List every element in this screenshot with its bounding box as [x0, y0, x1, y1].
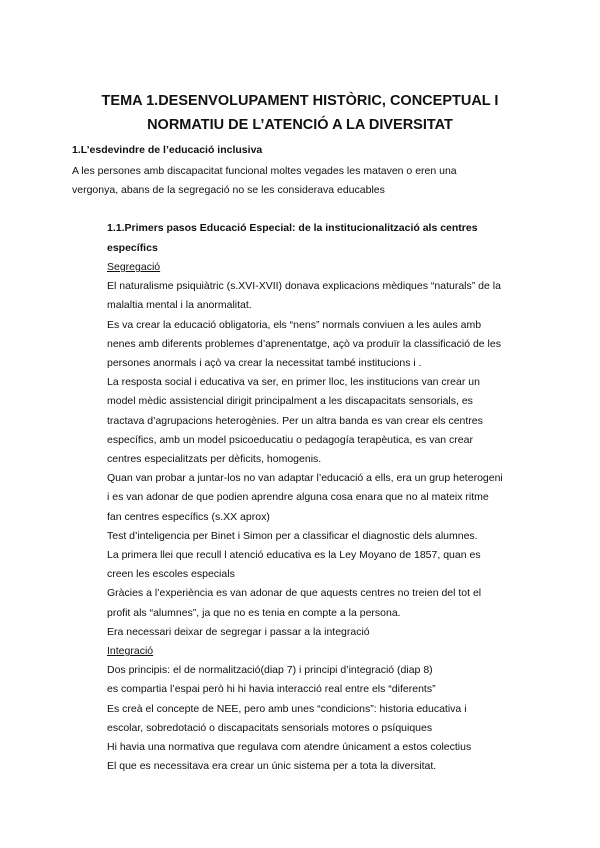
- text-line: es compartia l’espai però hi hi havia interacció real entre els “diferents”: [107, 683, 436, 696]
- text-line: profit als “alumnes”, ja que no es tenia en compte a la persona.: [107, 606, 401, 619]
- text-line: Es va crear la educació obligatoria, els “nens” normals conviuen a les aules amb: [107, 318, 482, 331]
- subsection-heading: [107, 219, 527, 258]
- text-line: centres especialitzats per dèficits, homogenis.: [107, 453, 322, 466]
- subheading-segregacio: Segregació: [107, 261, 161, 273]
- text-line: tractava d’agrupacions heterogènies. Per un altra banda es van crear els centres: [107, 414, 483, 427]
- title-line: TEMA 1.DESENVOLUPAMENT HISTÒRIC, CONCEPTUAL I: [101, 93, 499, 109]
- text-line: Era necessari deixar de segregar i passar a la integració: [107, 625, 370, 638]
- text-line: Hi havia una normativa que regulava com atendre únicament a estos colectius: [107, 741, 472, 754]
- heading-line: específics: [107, 241, 158, 254]
- text-line: Test d’inteligencia per Binet i Simon per a classificar el diagnostic dels alumnes.: [107, 529, 478, 542]
- text-line: model mèdic assistencial dirigit principalment a les discapacitats sensorials, es: [107, 395, 473, 408]
- subsection-body: [107, 258, 547, 776]
- section-intro-paragraph: [72, 162, 542, 200]
- text-line: escolar, sobredotació o discapacitats sensorials motores o psíquiques: [107, 721, 433, 734]
- text-line: específics, amb un model psicoeducatiu o pedagogía terapèutica, es van crear: [107, 433, 473, 446]
- text-line: i es van adonar de que podien aprendre alguna cosa enara que no al mateix ritme: [107, 491, 489, 504]
- subheading-integracio: Integració: [107, 645, 154, 658]
- text-line: Quan van probar a juntar-los no van adaptar l’educació a ells, era un grup heterogeni: [107, 472, 503, 485]
- title-line: NORMATIU DE L’ATENCIÓ A LA DIVERSITAT: [147, 117, 453, 133]
- text-line: vergonya, abans de la segregació no se les considerava educables: [72, 184, 385, 196]
- text-line: El naturalisme psiquiàtric (s.XVI-XVII) donava explicacions mèdiques “naturals” de la: [107, 280, 501, 293]
- heading-line: 1.1.Primers pasos Educació Especial: de la institucionalització als centres: [107, 222, 478, 234]
- text-line: Es creà el concepte de NEE, pero amb unes “condicions”: historia educativa i: [107, 702, 467, 715]
- text-line: nenes amb diferents problemes d’aprenentatge, açò va produïr la classificació de les: [107, 337, 501, 350]
- text-line: malaltia mental i la anormalitat.: [107, 299, 252, 312]
- text-line: fan centres específics (s.XX aprox): [107, 510, 270, 523]
- text-line: El que es necessitava era crear un únic sistema per a tota la diversitat.: [107, 760, 437, 773]
- text-line: creen les escoles especials: [107, 568, 235, 581]
- section-heading: 1.L’esdevindre de l’educació inclusiva: [72, 144, 263, 156]
- text-line: La primera llei que recull l atenció educativa es la Ley Moyano de 1857, quan es: [107, 549, 481, 562]
- text-line: Gràcies a l’experiència es van adonar de que aquests centres no treien del tot el: [107, 587, 482, 600]
- text-line: Dos principis: el de normalització(diap 7) i principi d’integració (diap 8): [107, 664, 433, 677]
- text-line: La resposta social i educativa va ser, en primer lloc, les institucions van crear un: [107, 376, 480, 389]
- text-line: persones anormals i açò va crear la necessitat també institucions i .: [107, 357, 422, 370]
- document-title: [60, 89, 540, 137]
- text-line: A les persones amb discapacitat funcional moltes vegades les mataven o eren una: [72, 165, 457, 177]
